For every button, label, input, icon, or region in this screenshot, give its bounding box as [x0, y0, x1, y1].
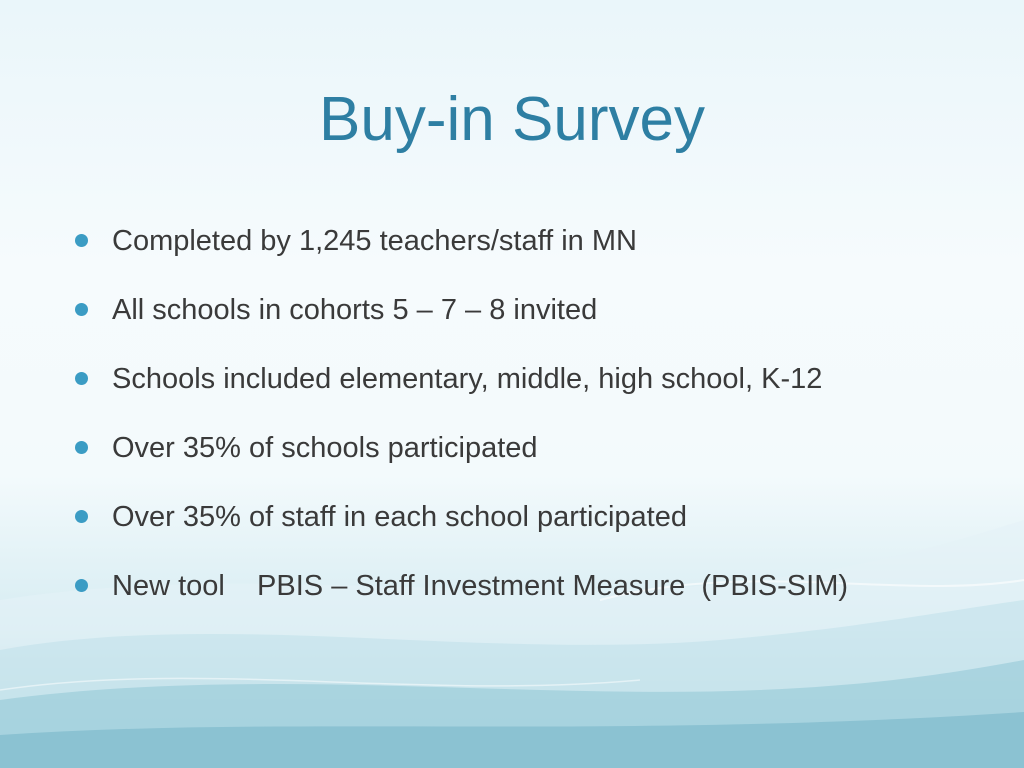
bullet-text: New tool PBIS – Staff Investment Measure (PBIS-SIM) [112, 570, 849, 602]
bullet-dot-icon [75, 372, 88, 385]
bullet-item [72, 494, 1002, 563]
bullet-text: Over 35% of staff in each school participated [112, 501, 687, 533]
bullet-text: Completed by 1,245 teachers/staff in MN [112, 225, 637, 257]
bullet-item [72, 287, 1002, 356]
bullet-dot-icon [75, 234, 88, 247]
bullet-text: Over 35% of schools participated [112, 432, 538, 464]
bullet-list [72, 218, 1002, 632]
slide-title: Buy-in Survey [319, 85, 705, 154]
bullet-item [72, 356, 1002, 425]
bullet-dot-icon [75, 579, 88, 592]
bullet-item [72, 563, 1002, 632]
bullet-item [72, 218, 1002, 287]
bullet-text: Schools included elementary, middle, high school, K-12 [112, 363, 823, 395]
bullet-dot-icon [75, 510, 88, 523]
bullet-text: All schools in cohorts 5 – 7 – 8 invited [112, 294, 598, 326]
bullet-item [72, 425, 1002, 494]
bullet-dot-icon [75, 441, 88, 454]
bullet-dot-icon [75, 303, 88, 316]
